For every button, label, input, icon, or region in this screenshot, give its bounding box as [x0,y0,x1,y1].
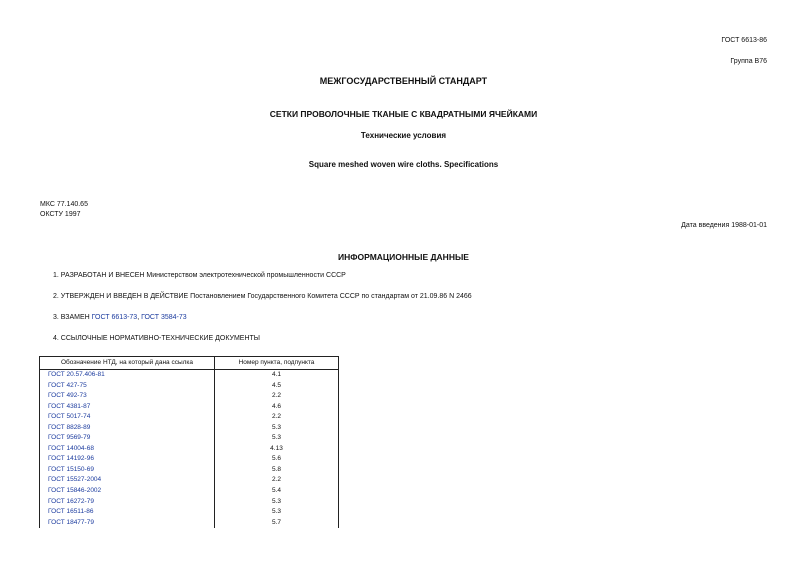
table-row [40,507,339,518]
reference-point-cell: 5.3 [215,507,339,518]
table-row [40,370,339,381]
reference-document-cell [40,465,215,476]
reference-point-cell: 4.5 [215,381,339,392]
table-row [40,391,339,402]
info-item-approved: 2. УТВЕРЖДЕН И ВВЕДЕН В ДЕЙСТВИЕ Постановлением Государственного Комитета СССР по стандартам от 21.09.86 N 2466 [53,293,472,300]
reference-point-cell: 5.4 [215,486,339,497]
table-row [40,381,339,392]
info-item-replaces [53,314,187,321]
reference-point-cell: 2.2 [215,391,339,402]
link-gost-3584-73[interactable]: ГОСТ 3584-73 [141,314,187,321]
reference-document-link[interactable]: ГОСТ 14192-96 [48,455,94,463]
reference-document-cell [40,433,215,444]
reference-point-cell: 5.6 [215,454,339,465]
table-row [40,518,339,529]
link-gost-6613-73[interactable]: ГОСТ 6613-73 [91,314,138,321]
reference-point-cell: 2.2 [215,475,339,486]
table-row [40,486,339,497]
reference-document-cell [40,518,215,529]
reference-point-cell: 5.3 [215,497,339,508]
document-code: ГОСТ 6613-86 [721,37,767,44]
reference-documents-table [39,356,339,528]
reference-document-cell [40,423,215,434]
replaces-prefix: 3. ВЗАМЕН [53,314,92,321]
reference-point-cell: 5.7 [215,518,339,529]
reference-document-link[interactable]: ГОСТ 4381-87 [48,402,91,410]
reference-document-link[interactable]: ГОСТ 15846-2002 [48,487,102,495]
column-header-document: Обозначение НТД, на который дана ссылка [40,357,215,370]
reference-document-link[interactable]: ГОСТ 16272-79 [48,497,94,505]
reference-document-link[interactable]: ГОСТ 427-75 [48,381,87,389]
reference-document-cell [40,402,215,413]
reference-point-cell: 5.8 [215,465,339,476]
replaces-separator: , [137,314,142,321]
standard-type-heading: МЕЖГОСУДАРСТВЕННЫЙ СТАНДАРТ [319,76,488,86]
document-title-en: Square meshed woven wire cloths. Specifications [308,160,499,169]
table-row [40,465,339,476]
reference-point-cell: 4.6 [215,402,339,413]
reference-document-link[interactable]: ГОСТ 15527-2004 [48,476,102,484]
table-row [40,444,339,455]
reference-document-cell [40,497,215,508]
table-row [40,412,339,423]
info-item-developed: 1. РАЗРАБОТАН И ВНЕСЕН Министерством электротехнической промышленности СССР [53,272,346,279]
reference-document-cell [40,486,215,497]
table-row [40,423,339,434]
reference-document-cell [40,391,215,402]
document-title-ru: СЕТКИ ПРОВОЛОЧНЫЕ ТКАНЫЕ С КВАДРАТНЫМИ ЯЧЕЙКАМИ [269,109,538,119]
introduction-date: Дата введения 1988-01-01 [681,222,767,229]
table-row [40,433,339,444]
reference-document-link[interactable]: ГОСТ 8828-89 [48,423,91,431]
reference-document-cell [40,475,215,486]
table-row [40,497,339,508]
document-subtitle-ru: Технические условия [360,131,447,140]
reference-document-link[interactable]: ГОСТ 15150-69 [48,465,94,473]
reference-point-cell: 2.2 [215,412,339,423]
info-data-heading: ИНФОРМАЦИОННЫЕ ДАННЫЕ [338,252,469,262]
mks-code: МКС 77.140.65 [40,201,88,208]
reference-document-cell [40,370,215,381]
reference-document-cell [40,507,215,518]
table-row [40,402,339,413]
reference-document-cell [40,454,215,465]
reference-document-link[interactable]: ГОСТ 492-73 [48,392,87,400]
reference-document-cell [40,444,215,455]
reference-point-cell: 5.3 [215,423,339,434]
reference-document-link[interactable]: ГОСТ 20.57.406-81 [48,371,105,378]
reference-point-cell: 4.1 [215,370,339,381]
table-header-row [40,357,339,370]
reference-document-link[interactable]: ГОСТ 18477-79 [48,518,94,526]
reference-document-link[interactable]: ГОСТ 16511-86 [48,508,94,516]
reference-document-cell [40,381,215,392]
document-group: Группа В76 [730,58,767,65]
reference-point-cell: 4.13 [215,444,339,455]
okstu-code: ОКСТУ 1997 [40,211,81,218]
reference-document-link[interactable]: ГОСТ 9569-79 [48,434,91,442]
info-item-references: 4. ССЫЛОЧНЫЕ НОРМАТИВНО-ТЕХНИЧЕСКИЕ ДОКУМЕНТЫ [53,335,260,342]
reference-document-cell [40,412,215,423]
reference-document-link[interactable]: ГОСТ 14004-68 [48,444,94,452]
column-header-point: Номер пункта, подпункта [215,357,339,370]
reference-document-link[interactable]: ГОСТ 5017-74 [48,413,91,421]
table-row [40,475,339,486]
table-row [40,454,339,465]
reference-point-cell: 5.3 [215,433,339,444]
